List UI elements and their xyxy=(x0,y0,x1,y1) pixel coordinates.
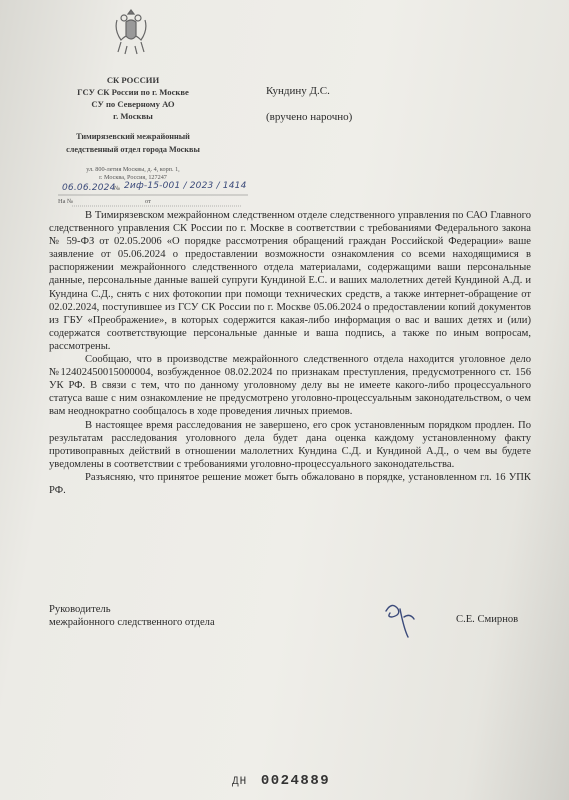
department-line-1: Тимирязевский межрайонный xyxy=(76,132,190,141)
delivery-note: (вручено нарочно) xyxy=(266,111,353,123)
signatory-title-line-1: Руководитель xyxy=(49,604,111,615)
handwritten-signature xyxy=(380,597,424,641)
agency-name: СК РОССИИ xyxy=(106,75,160,85)
serial-number: 0024889 xyxy=(260,773,331,789)
addressee-block xyxy=(266,85,352,124)
addressee-name: Кундину Д.С. xyxy=(266,85,330,97)
gsu-name: ГСУ СК России по г. Москве xyxy=(77,87,189,97)
paragraph-3: В настоящее время расследования не завершено, его срок установленным порядком продлен. По результатам расследования уголовного дела будет дана оценка каждому установленному факту противоправных действий в отношении малолетних Кундина С.Д. и Кундиной А.Д., о чем вы будете уведомлены в соответствии с требованиями уголовно-процессуального законодательства. xyxy=(49,419,531,470)
paragraph-1: В Тимирязевском межрайонном следственном отделе следственного управления по САО Главного следственного управления СК России по г. Москве в соответствии с требованиями Федерального закона № 59-ФЗ от 02.05.2006 «О порядке рассмотрения обращений граждан Российской Федерации» ваше заявление от 05.06.2024 о предоставлении возможности ознакомления со всеми находящимися в распоряжении межрайонного следственного отдела материалами, содержащими ваши персональные данные, персональные данные вашей супруги Кундиной Е.С. и ваших малолетних детей Кундиной А.Д. и Кундина С.Д., снять с них фотокопии при помощи технических средств, а также интернет-обращение от 02.02.2024, поступившее из ГСУ СК России по г. Москве 05.06.2024 о предоставлении копий документов из ГБУ «Преображение», в которых содержится какая-либо информация о вас и ваших детях и (или) содержатся соответствующие персональные данные и ваша подпись, а также по иным вопросам, рассмотрены. xyxy=(49,210,531,352)
address-line-2: г. Москва, Россия, 127247 xyxy=(99,174,167,181)
handwritten-reg-number: 2иф-15-001 / 2023 / 1414 xyxy=(124,181,247,191)
signatory-title xyxy=(49,603,215,629)
double-headed-eagle-emblem xyxy=(113,6,149,58)
department-line-2: следственный отдел города Москвы xyxy=(66,145,200,154)
handwritten-date: 06.06.2024 xyxy=(62,183,116,193)
reference-label: На № xyxy=(58,198,74,205)
paragraph-4: Разъясняю, что принятое решение может быть обжаловано в порядке, установленном гл. 16 УПК РФ. xyxy=(49,471,531,496)
letter-body xyxy=(49,209,531,497)
reference-underline xyxy=(72,205,242,207)
address-line-1: ул. 800-летия Москвы, д. 4, корп. 1, xyxy=(86,166,180,173)
city-name: г. Москвы xyxy=(113,111,153,121)
from-label: от xyxy=(145,198,151,205)
su-name: СУ по Северному АО xyxy=(91,99,175,109)
form-serial xyxy=(232,771,330,789)
signatory-name: С.Е. Смирнов xyxy=(456,614,519,625)
reg-underline xyxy=(58,194,248,196)
serial-prefix: ДН xyxy=(232,776,248,788)
number-label: № xyxy=(114,185,121,192)
letterhead xyxy=(58,74,208,182)
signatory-title-line-2: межрайонного следственного отдела xyxy=(49,617,215,628)
paragraph-2: Сообщаю, что в производстве межрайонного следственного отдела находится уголовное дело №12402450015000004, возбужденное 08.02.2024 по признакам преступления, предусмотренного ст. 156 УК РФ. В связи с тем, что по данному уголовному делу вы не имеете какого-либо процессуального статуса ваше с ним ознакомление не предусмотрено уголовно-процессуальным законодательством, о чем вам неоднократно сообщалось в ходе проведения личных приемов. xyxy=(49,354,531,418)
